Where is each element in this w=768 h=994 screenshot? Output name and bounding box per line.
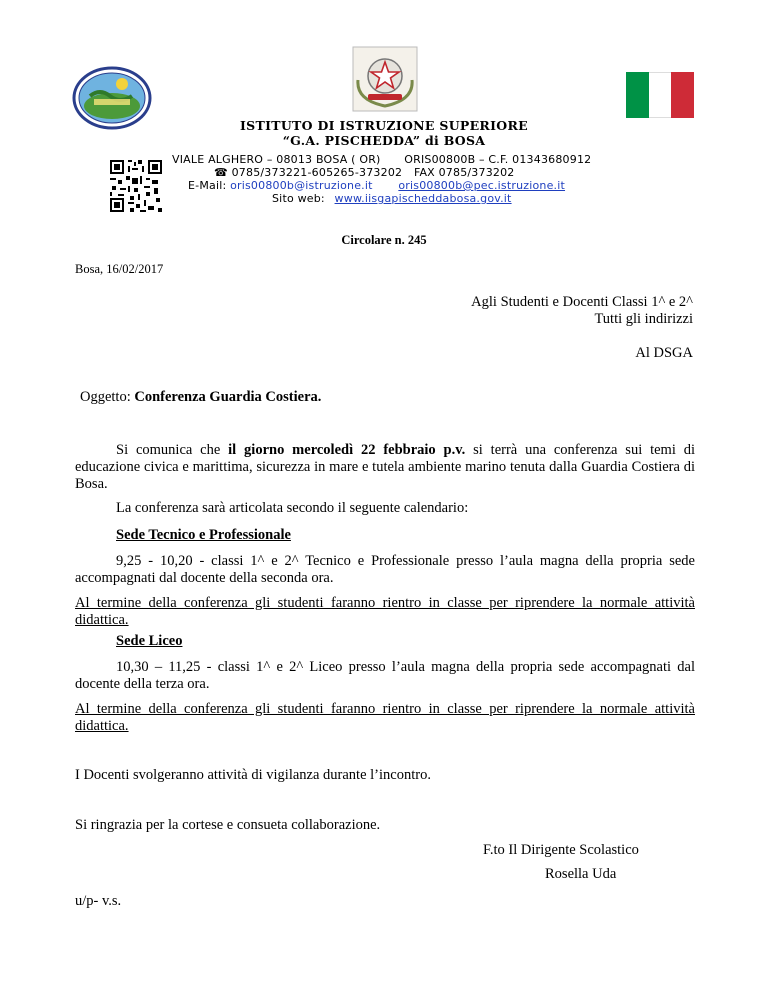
intro-text-end: si terrà una conferenza sui temi di educazione civica e marittima, sicurezza in mare e tutela ambiente marino tenuta dalla Guardia Costiera di Bosa. <box>75 442 695 492</box>
flag-green-stripe <box>626 72 649 118</box>
sede-tecnico-title: Sede Tecnico e Professionale <box>116 527 291 543</box>
web-line <box>272 192 512 205</box>
qr-code <box>108 158 164 214</box>
email-line <box>188 179 565 192</box>
recipient-line-3: Al DSGA <box>635 345 693 361</box>
address-line <box>172 153 591 166</box>
paragraph-thanks: Si ringrazia per la cortese e consueta collaborazione. <box>75 817 381 833</box>
sede-liceo-title: Sede Liceo <box>116 633 183 649</box>
subject-line <box>80 389 321 406</box>
subject-label: Oggetto: <box>80 389 131 405</box>
school-codes: ORIS00800B – C.F. 01343680912 <box>404 153 592 166</box>
recipient-line-2: Tutti gli indirizzi <box>594 311 693 327</box>
paragraph-vigilance: I Docenti svolgeranno attività di vigilanza durante l’incontro. <box>75 767 431 783</box>
website-link[interactable]: www.iisgapischeddabosa.gov.it <box>334 192 512 205</box>
paragraph-calendar: La conferenza sarà articolata secondo il seguente calendario: <box>116 500 469 516</box>
flag-red-stripe <box>671 72 694 118</box>
sede-liceo-note: Al termine della conferenza gli studenti faranno rientro in classe per riprendere la normale attività didattica. <box>75 701 695 734</box>
phone-line <box>214 166 515 179</box>
email-address[interactable]: oris00800b@istruzione.it <box>230 179 373 192</box>
signature-role: F.to Il Dirigente Scolastico <box>483 842 639 858</box>
intro-text-start: Si comunica che <box>116 442 229 458</box>
flag-white-stripe <box>649 72 672 118</box>
school-fax: FAX 0785/373202 <box>413 166 515 179</box>
school-phone: 0785/373221-605265-373202 <box>231 166 403 179</box>
sede-liceo-text: 10,30 – 11,25 - classi 1^ e 2^ Liceo presso l’aula magna della propria sede accompagnati dal docente della terza ora. <box>75 659 695 692</box>
subject-text: Conferenza Guardia Costiera. <box>134 389 322 405</box>
recipient-line-1: Agli Studenti e Docenti Classi 1^ e 2^ <box>471 294 693 310</box>
republic-emblem <box>352 46 418 112</box>
circular-number: Circolare n. 245 <box>341 233 427 247</box>
footer-note: u/p- v.s. <box>75 893 122 909</box>
sede-tecnico-text: 9,25 - 10,20 - classi 1^ e 2^ Tecnico e Professionale presso l’aula magna della propria sede accompagnati dal docente della seconda ora. <box>75 553 695 586</box>
school-name: ISTITUTO DI ISTRUZIONE SUPERIORE <box>240 118 528 133</box>
web-label: Sito web: <box>272 192 325 205</box>
signature-name: Rosella Uda <box>545 866 617 882</box>
paragraph-intro <box>75 442 695 493</box>
italian-flag <box>626 72 694 118</box>
school-address: VIALE ALGHERO – 08013 BOSA ( OR) <box>172 153 381 166</box>
intro-date: il giorno mercoledì 22 febbraio p.v. <box>228 442 466 458</box>
pec-address[interactable]: oris00800b@pec.istruzione.it <box>398 179 566 192</box>
sede-tecnico-note: Al termine della conferenza gli studenti faranno rientro in classe per riprendere la normale attività didattica. <box>75 595 695 628</box>
phone-icon: ☎ <box>214 166 228 179</box>
circular-date: Bosa, 16/02/2017 <box>75 262 164 276</box>
email-label: E-Mail: <box>188 179 227 192</box>
school-subname: “G.A. PISCHEDDA” di BOSA <box>282 133 486 148</box>
